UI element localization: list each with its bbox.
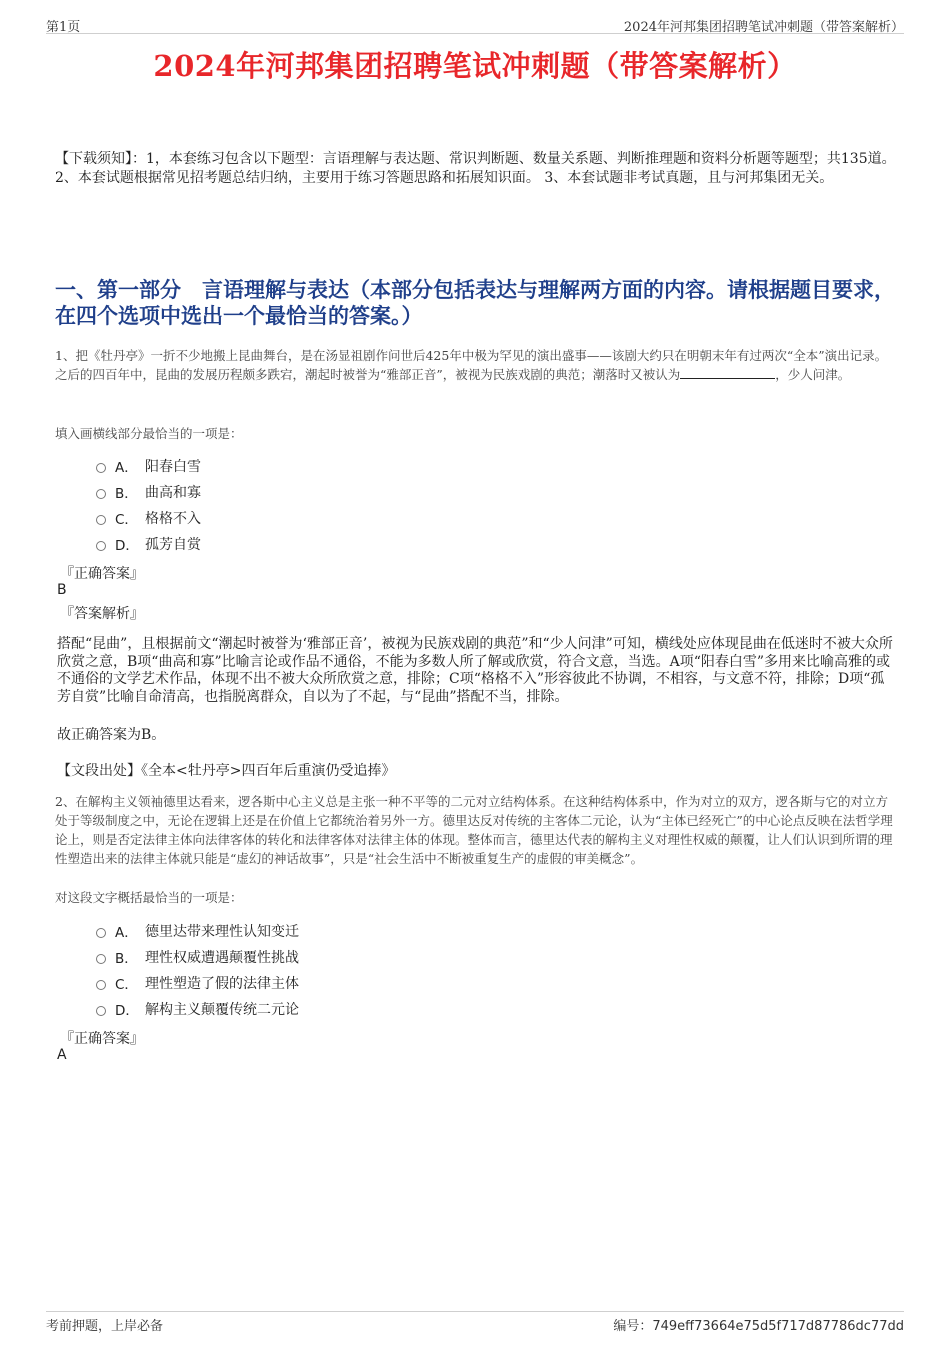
answer-analysis: 搭配“昆曲”，且根据前文“潮起时被誉为‘雅部正音’，被视为民族戏剧的典范”和“少人问津”可知，横线处应体现昆曲在低迷时不被大众所欣赏之意，B项“曲高和寡”比喻言论或作品不通俗，不能为多数人所了解或欣赏，符合文意，当选。A项“阳春白雪”多用来比喻高雅的或不通俗的文学艺术作品，体现不出不被大众所欣赏之意，排除；C项“格格不入”形容彼此不协调，不相容，与文意不符，排除；D项“孤芳自赏”比喻自命清高，也指脱离群众，自以为了不起，与“昆曲”搭配不当，排除。: [57, 636, 893, 705]
option-c[interactable]: C． 格格不入: [96, 505, 201, 531]
correct-answer: A: [57, 1047, 67, 1063]
option-b[interactable]: B． 曲高和寡: [96, 479, 201, 505]
option-a[interactable]: A． 德里达带来理性认知变迁: [96, 918, 299, 944]
page-number: 第1页: [46, 20, 81, 35]
radio-circle-icon[interactable]: [96, 515, 106, 525]
radio-circle-icon[interactable]: [96, 1006, 106, 1016]
question-2-options: [96, 918, 299, 1022]
question-2-prompt: 对这段文字概括最恰当的一项是：: [55, 890, 243, 905]
radio-circle-icon[interactable]: [96, 954, 106, 964]
option-b[interactable]: B． 理性权威遭遇颠覆性挑战: [96, 944, 299, 970]
analysis-label: 『答案解析』: [60, 606, 144, 622]
option-a[interactable]: A． 阳春白雪: [96, 453, 201, 479]
page-footer: [46, 1311, 904, 1333]
document-code: 编号：749eff73664e75d5f717d87786dc77dd: [613, 1319, 904, 1334]
correct-answer-label: 『正确答案』: [60, 566, 144, 582]
question-1-options: [96, 453, 201, 557]
question-2-text: 2、在解构主义领袖德里达看来，逻各斯中心主义总是主张一种不平等的二元对立结构体系。在这种结构体系中，作为对立的双方，逻各斯与它的对立方处于等级制度之中，无论在逻辑上还是在价值上它都统治着另外一方。德里达反对传统的主客体二元论，认为“主体已经死亡”的中心论点反映在法哲学理论上，则是否定法律主体向法律客体的转化和法律客体对法律主体的体现。整体而言，德里达代表的解构主义对理性权威的颠覆，让人们认识到所谓的理性塑造出来的法律主体就只能是“虚幻的神话故事”，只是“社会生活中不断被重复生产的虚假的审美概念”。: [55, 794, 893, 866]
radio-circle-icon[interactable]: [96, 463, 106, 473]
download-notice: 【下载须知】：1，本套练习包含以下题型：言语理解与表达题、常识判断题、数量关系题、判断推理题和资料分析题等题型；共135道。 2、本套试题根据常见招考题总结归纳，主要用于练习答题思路和拓展知识面。 3、本套试题非考试真题，且与河邦集团无关。: [55, 151, 896, 186]
page-header: [46, 14, 904, 34]
document-title: 2024年河邦集团招聘笔试冲刺题（带答案解析）: [153, 49, 797, 83]
correct-answer: B: [57, 582, 67, 598]
analysis-conclusion: 故正确答案为B。: [57, 727, 166, 743]
radio-circle-icon[interactable]: [96, 928, 106, 938]
radio-circle-icon[interactable]: [96, 541, 106, 551]
footer-slogan: 考前押题，上岸必备: [46, 1319, 164, 1334]
option-d[interactable]: D． 孤芳自赏: [96, 531, 201, 557]
answer-blank: [680, 367, 775, 379]
radio-circle-icon[interactable]: [96, 980, 106, 990]
question-1-text: 1、把《牡丹亭》一折不少地搬上昆曲舞台，是在汤显祖剧作问世后425年中极为罕见的演出盛事——该剧大约只在明朝末年有过两次“全本”演出记录。之后的四百年中，昆曲的发展历程颇多跌宕，潮起时被誉为“雅部正音”，被视为民族戏剧的典范；潮落时又被认为 ，少人问津。: [55, 348, 888, 382]
section-heading: 一、第一部分 言语理解与表达（本部分包括表达与理解两方面的内容。请根据题目要求，在四个选项中选出一个最恰当的答案。）: [55, 277, 895, 328]
header-doc-title: 2024年河邦集团招聘笔试冲刺题（带答案解析）: [623, 20, 904, 35]
option-d[interactable]: D． 解构主义颠覆传统二元论: [96, 996, 299, 1022]
question-1-prompt: 填入画横线部分最恰当的一项是：: [55, 426, 243, 441]
option-c[interactable]: C． 理性塑造了假的法律主体: [96, 970, 299, 996]
radio-circle-icon[interactable]: [96, 489, 106, 499]
correct-answer-label: 『正确答案』: [60, 1031, 144, 1047]
passage-source: 【文段出处】《全本<牡丹亭>四百年后重演仍受追捧》: [57, 763, 396, 779]
